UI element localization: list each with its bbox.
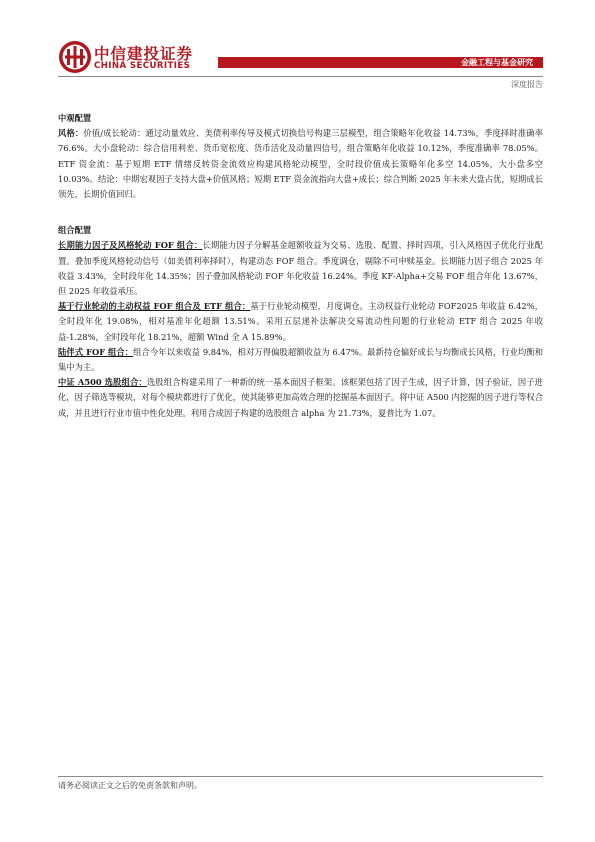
style-paragraph	[58, 126, 543, 202]
banner-title: 金融工程与基金研究	[461, 58, 533, 67]
section-title-midview: 中观配置	[58, 113, 92, 123]
footer-divider	[58, 776, 543, 777]
main-content	[58, 111, 543, 421]
portfolio-item-label: 陆伴式 FOF 组合：	[58, 346, 134, 357]
logo-chinese-name: 中信建投证券	[94, 45, 194, 63]
section-title-portfolio: 组合配置	[58, 225, 92, 236]
style-text: 价值/成长轮动：通过动量效应、美债利率传导及模式切换信号构建三层模型，组合策略年化收益 14.73%，季度择时准确率 76.6%。大小盘轮动：综合信用利差、货币宽松度、货币活化及动量四信号，组合策略年化收益 10.12%，季度准确率 78.05%。ETF 资金流：基于短期 ETF 情绪反转资金流效应构建风格轮动模型，全时段价值成长策略年化多空 14.05%，大小盘多空 10.03%。结论：中期宏观因子支持大盘+价值风格；短期 ETF 资金流指向大盘+成长；综合判断 2025 年未来大盘占优，短期成长领先，长期价值回归。	[58, 128, 543, 200]
portfolio-item-label: 长期能力因子及风格轮动 FOF 组合：	[58, 240, 203, 251]
portfolio-item	[58, 345, 543, 375]
footer-disclaimer: 请务必阅读正文之后的免责条款和声明。	[58, 781, 202, 790]
portfolio-item	[58, 375, 543, 421]
header-banner	[218, 57, 543, 68]
china-securities-logo-icon	[58, 40, 92, 74]
portfolio-item-text: 长期能力因子分解基金超额收益为交易、选股、配置、择时四项，引入风格因子优化行业配置。叠加季度风格轮动信号（如美债利率择时），构建动态 FOF 组合。季度调仓，剔除不可申赎基金。长期能力因子组合 2025 年收益 3.43%，全时段年化 14.35%；因子叠加风格轮动 FOF 年化收益 16.24%。季度 KF-Alpha+交易 FOF 组合年化 13.67%，但 2025 年收益承压。	[58, 240, 543, 297]
portfolio-item-text: 选股组合构建采用了一种新的统一基本面因子框架。该框架包括了因子生成，因子计算，因子验证，因子进化，因子筛选等模块，对每个模块都进行了优化，使其能够更加高效合理的挖掘基本面因子。将中证 A500 内挖掘的因子进行等权合成，并且进行行业市值中性化处理。利用合成因子构建的选股组合 alpha 为 21.73%，夏普比为 1.07。	[58, 377, 543, 418]
logo-english-name: CHINA SECURITIES	[94, 61, 191, 71]
portfolio-item-label: 中证 A500 选股组合：	[58, 377, 147, 388]
header-divider	[58, 76, 543, 77]
portfolio-item-text: 组合今年以来收益 9.84%，相对万得偏股超额收益为 6.47%。最新持仓偏好成长与均衡成长风格，行业均衡和集中为主。	[58, 346, 543, 373]
portfolio-item	[58, 299, 543, 345]
report-type-label: 深度报告	[511, 80, 543, 89]
style-label: 风格：	[58, 128, 84, 139]
portfolio-item-label: 基于行业轮动的主动权益 FOF 组合及 ETF 组合：	[58, 301, 251, 312]
portfolio-item-text: 基于行业轮动模型，月度调仓。主动权益行业轮动 FOF2025 年收益 6.42%，全时段年化 19.08%，相对基准年化超额 13.51%。采用五层递补法解决交易流动性问题的行业轮动 ETF 组合 2025 年收益-1.28%，全时段年化 18.21%，超额 Wind 全 A 15.89%。	[58, 301, 543, 342]
company-logo	[58, 40, 198, 76]
portfolio-item	[58, 238, 543, 299]
